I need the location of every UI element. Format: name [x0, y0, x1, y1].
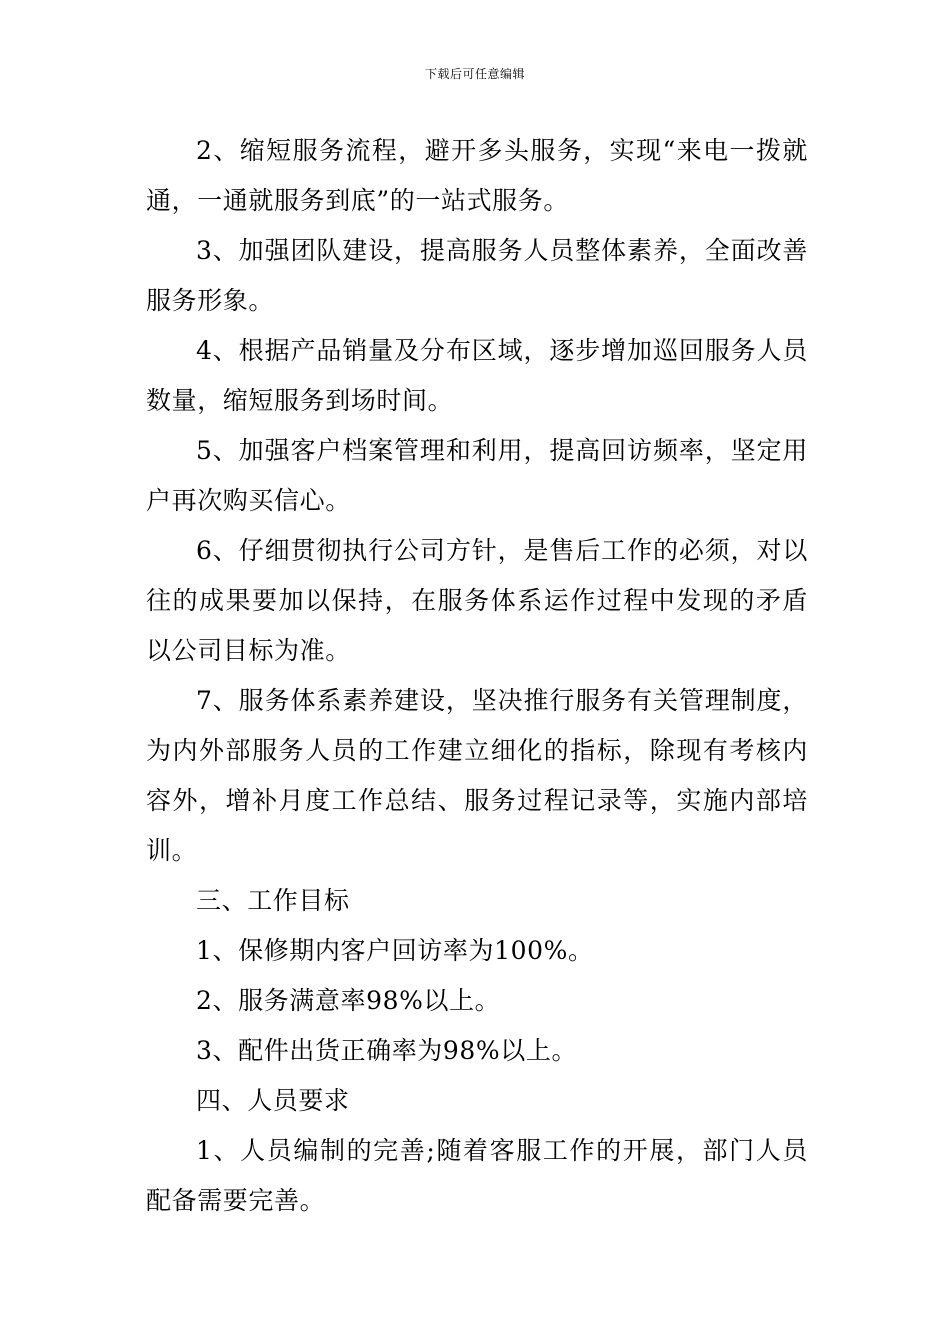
section-heading-staff: 四、人员要求: [196, 1086, 350, 1115]
paragraph-item-3: 3、加强团队建设，提高服务人员整体素养，全面改善服务形象。: [146, 236, 808, 315]
document-body: [146, 126, 808, 1226]
paragraph-item-7: 7、服务体系素养建设，坚决推行服务有关管理制度，为内外部服务人员的工作建立细化的指标，除现有考核内容外，增补月度工作总结、服务过程记录等，实施内部培训。: [146, 686, 808, 865]
section-heading-goals: 三、工作目标: [196, 886, 350, 915]
goal-item-3: 3、配件出货正确率为98%以上。: [196, 1036, 578, 1065]
paragraph-item-6: 6、仔细贯彻执行公司方针，是售后工作的必须，对以往的成果要加以保持，在服务体系运作过程中发现的矛盾以公司目标为准。: [146, 536, 808, 665]
page-header: 下载后可任意编辑: [424, 67, 525, 81]
paragraph-item-4: 4、根据产品销量及分布区域，逐步增加巡回服务人员数量，缩短服务到场时间。: [146, 336, 808, 415]
staff-item-1: 1、人员编制的完善;随着客服工作的开展，部门人员配备需要完善。: [146, 1136, 808, 1215]
goal-item-1: 1、保修期内客户回访率为100%。: [196, 936, 594, 965]
paragraph-item-5: 5、加强客户档案管理和利用，提高回访频率，坚定用户再次购买信心。: [146, 436, 808, 515]
goal-item-2: 2、服务满意率98%以上。: [196, 986, 501, 1015]
paragraph-item-2: 2、缩短服务流程，避开多头服务，实现“来电一拨就通，一通就服务到底”的一站式服务。: [146, 136, 808, 215]
